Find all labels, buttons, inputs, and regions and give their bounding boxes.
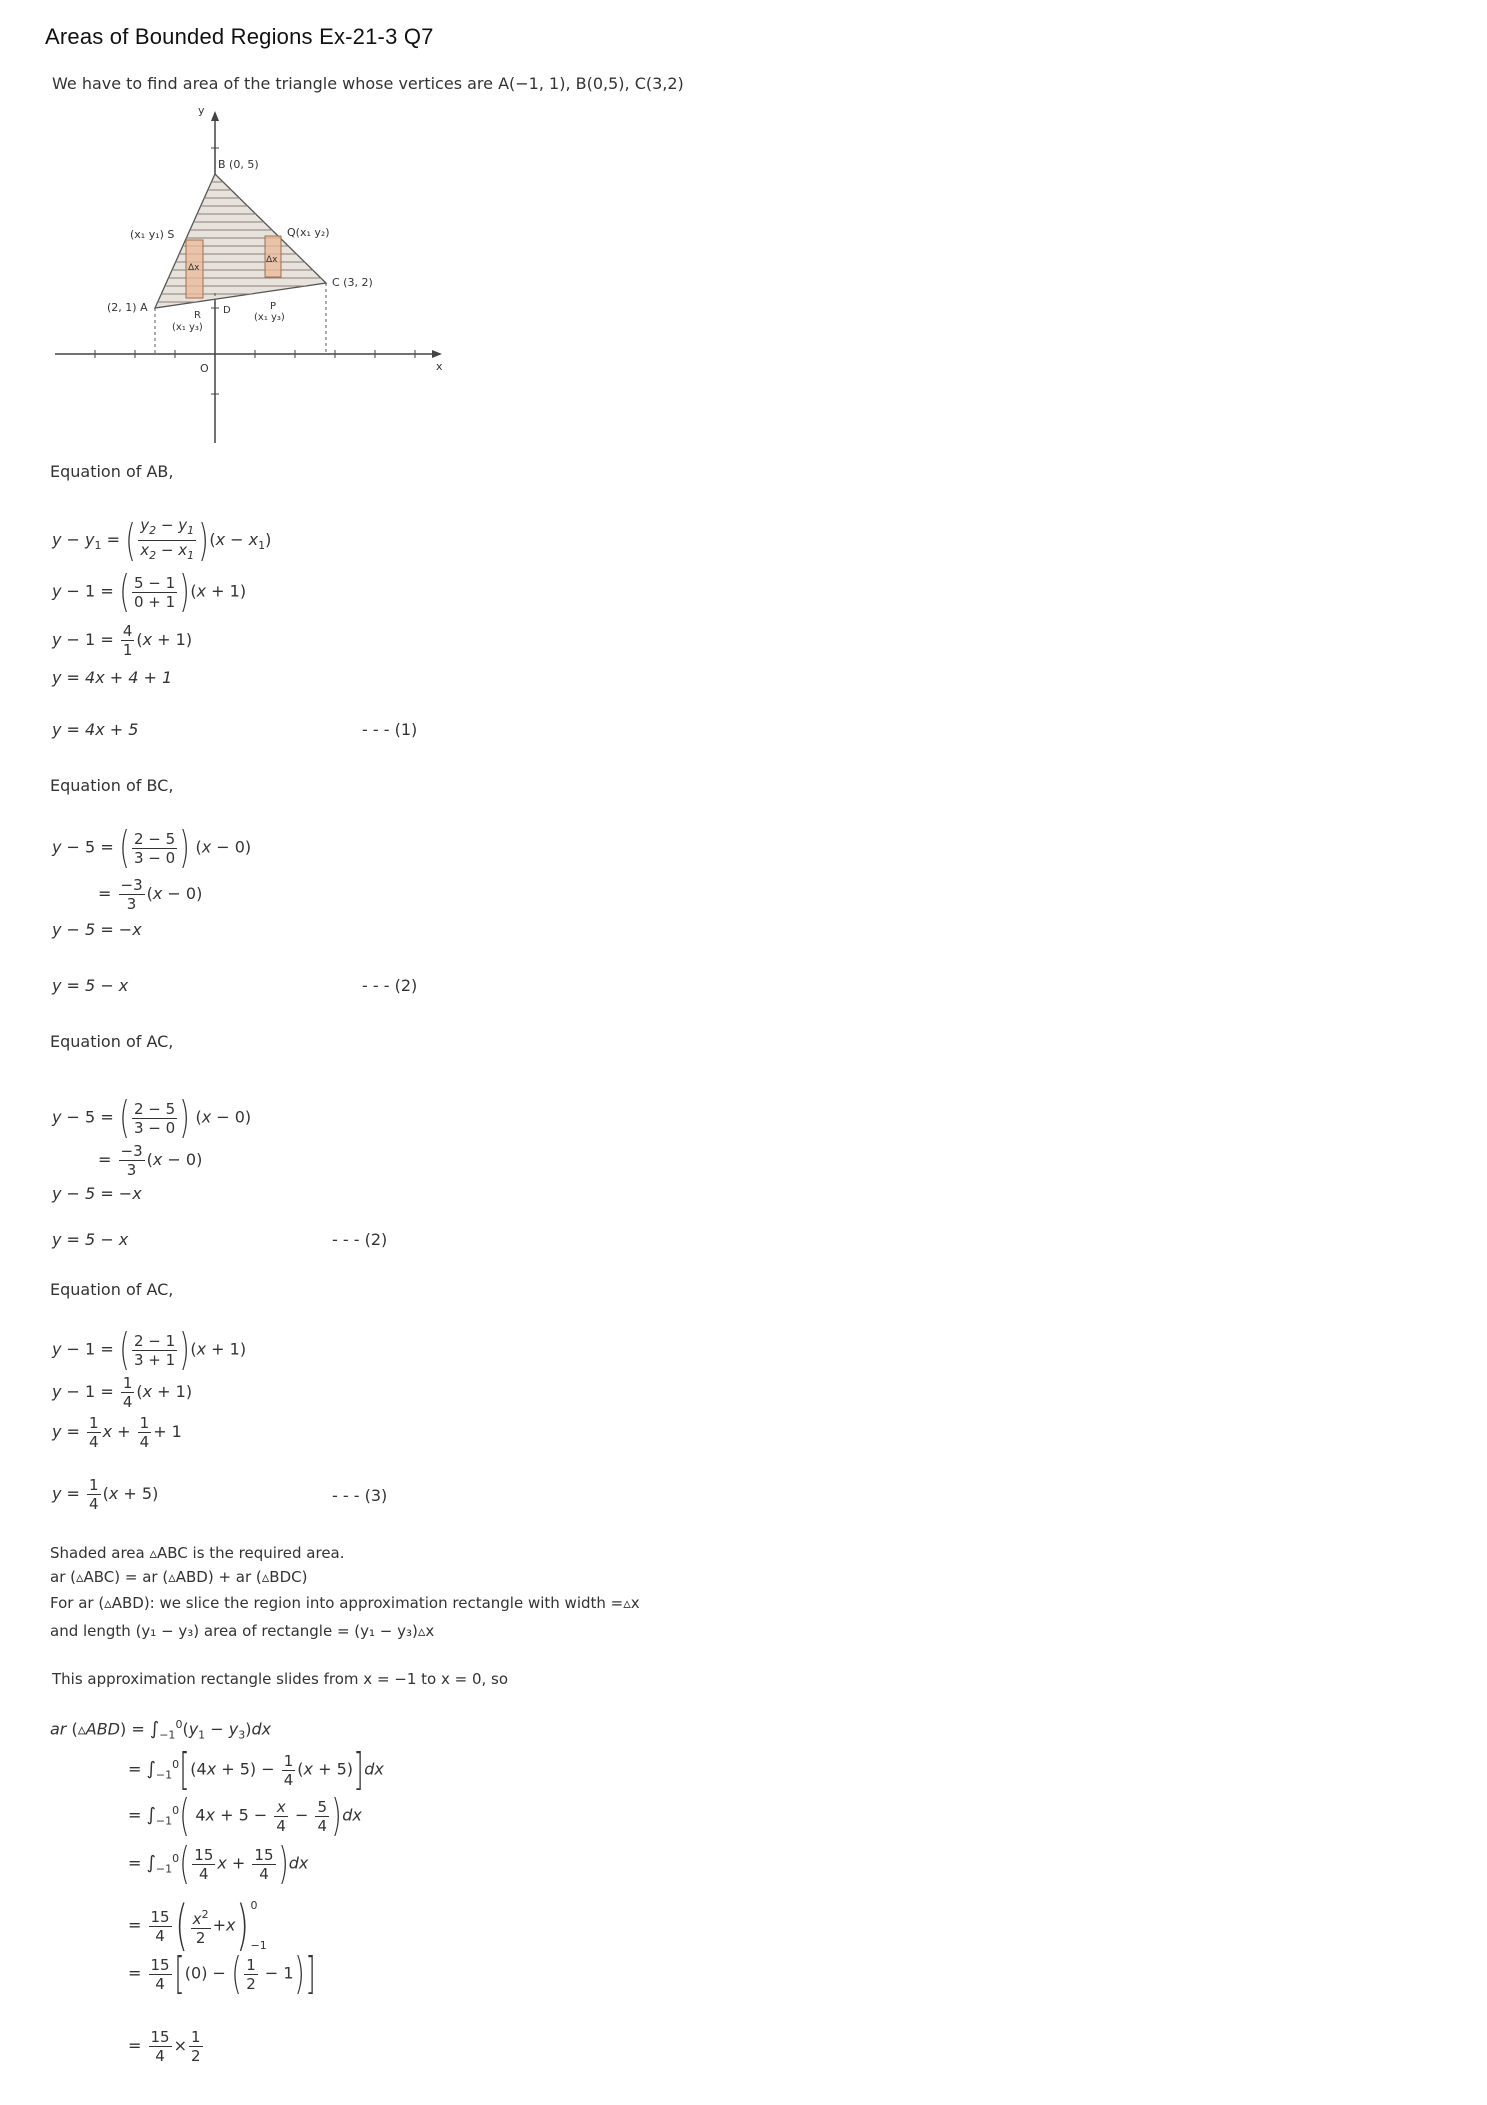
ac2-step-4: y = $\frac{1}{4}$ (x + 5) (52, 1476, 159, 1513)
heading-eq-ac-2: Equation of AC, (50, 1280, 174, 1299)
integral-step-4: = $\int_{-1}^0$( $\frac{15}{4}$ x + $\frac{15}{4}$ )dx (128, 1838, 309, 1889)
y-axis-label: y (198, 108, 205, 117)
ab-step-5: y = 4x + 5 (52, 720, 139, 739)
area-sum-text: ar (▵ABC) = ar (▵ABD) + ar (▵BDC) (50, 1568, 308, 1586)
label-r-coord: (x₁ y₃) (172, 322, 203, 333)
triangle-figure (50, 108, 460, 453)
ac1-step-2: = $\frac{-3}{3}$ (x − 0) (98, 1142, 203, 1179)
integral-step-7: = $\frac{15}{4}$ × $\frac{1}{2}$ (128, 2028, 201, 2065)
ab-step-1: $y - y_1$ = ( $\frac{y_2 - y_1}{x_2 - x_1}$ )$(x - x_1)$ (52, 514, 272, 566)
integral-step-6: = $\frac{15}{4}$ [(0) − ( $\frac{1}{2}$ − 1)] (128, 1948, 316, 1999)
label-dx2: Δx (266, 255, 278, 265)
x-axis-label: x (436, 360, 443, 373)
shaded-area-text: Shaded area ▵ABC is the required area. (50, 1544, 345, 1562)
eq-number-3: - - - (3) (332, 1486, 388, 1505)
heading-eq-ac-1: Equation of AC, (50, 1032, 174, 1051)
origin-label: O (200, 362, 209, 375)
ab-step-2: y − 1 = ( $\frac{5 - 1}{0 + 1}$ )(x + 1) (52, 566, 247, 617)
label-p-coord: (x₁ y₃) (254, 312, 285, 323)
label-dx1: Δx (188, 263, 200, 273)
page-title: Areas of Bounded Regions Ex-21-3 Q7 (45, 24, 434, 49)
integral-step-5: = $\frac{15}{4}$ ( $\frac{x^2}{2}$ +x) 0 −1 (128, 1894, 267, 1957)
ab-step-4: y = 4x + 4 + 1 (52, 668, 173, 687)
ac2-step-3: y = $\frac{1}{4}$ x + $\frac{1}{4}$ + 1 (52, 1414, 182, 1451)
ac2-step-2: y − 1 = $\frac{1}{4}$ (x + 1) (52, 1374, 193, 1411)
ac1-step-3: y − 5 = −x (52, 1184, 142, 1203)
label-b: B (0, 5) (218, 158, 259, 171)
bc-step-1: y − 5 = ( $\frac{2 - 5}{3 - 0}$ ) (x − 0) (52, 822, 252, 873)
label-q: Q(x₁ y₂) (287, 226, 330, 239)
rectangle-length-text: and length (y₁ − y₃) area of rectangle = (y₁ − y₃)▵x (50, 1622, 435, 1640)
integral-step-3: = $\int_{-1}^0$( 4x + 5 − $\frac{x}{4}$ − $\frac{5}{4}$ )dx (128, 1790, 362, 1841)
eq-number-2a: - - - (2) (362, 976, 418, 995)
slice-text: For ar (▵ABD): we slice the region into approximation rectangle with width =▵x (50, 1594, 640, 1612)
label-s: (x₁ y₁) S (130, 228, 175, 241)
eq-number-2b: - - - (2) (332, 1230, 388, 1249)
ac1-step-1: y − 5 = ( $\frac{2 - 5}{3 - 0}$ ) (x − 0) (52, 1092, 252, 1143)
integral-step-1: ar (▵ABD) = $\int_{-1}^0(y_1 - y_3)dx$ (50, 1718, 272, 1742)
label-c: C (3, 2) (332, 276, 373, 289)
label-p: P (270, 301, 277, 312)
label-a: (2, 1) A (107, 301, 148, 314)
heading-eq-bc: Equation of BC, (50, 776, 174, 795)
bc-step-4: y = 5 − x (52, 976, 129, 995)
bc-step-3: y − 5 = −x (52, 920, 142, 939)
label-d: D (223, 305, 231, 316)
ab-step-3: y − 1 = $\frac{4}{1}$ (x + 1) (52, 622, 193, 659)
intro-text: We have to find area of the triangle whose vertices are A(−1, 1), B(0,5), C(3,2) (52, 74, 684, 93)
slide-range-text: This approximation rectangle slides from x = −1 to x = 0, so (52, 1670, 509, 1688)
ac1-step-4: y = 5 − x (52, 1230, 129, 1249)
heading-eq-ab: Equation of AB, (50, 462, 174, 481)
eq-number-1: - - - (1) (362, 720, 418, 739)
label-r: R (194, 310, 201, 321)
integral-step-2: = $\int_{-1}^0[(4x + 5)$ − $\frac{1}{4}$ (x + 5)]dx (128, 1744, 384, 1795)
bc-step-2: = $\frac{-3}{3}$ (x − 0) (98, 876, 203, 913)
ac2-step-1: y − 1 = ( $\frac{2 - 1}{3 + 1}$ )(x + 1) (52, 1324, 247, 1375)
